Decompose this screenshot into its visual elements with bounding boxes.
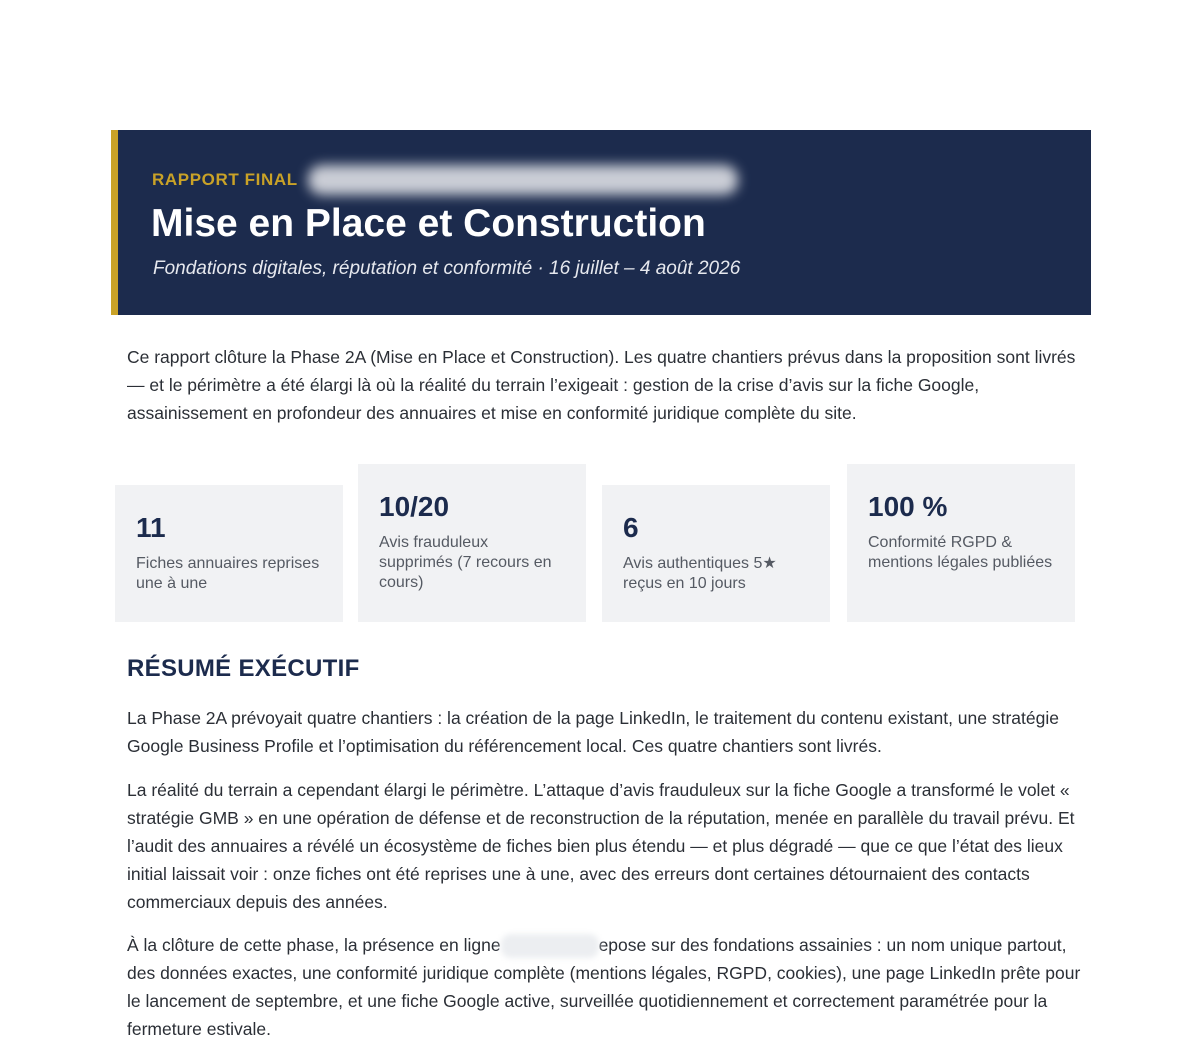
summary-paragraph-1: La Phase 2A prévoyait quatre chantiers : la création de la page LinkedIn, le traitement du contenu existant, une stratégie Google Business Profile et l’optimisation du référencement local. Ces quatre chantiers sont livrés. [127,708,1059,756]
stat-card-avis-supprimes [358,464,586,622]
header-accent-bar [111,130,118,315]
stat-value: 6 [623,512,639,543]
page-title: Mise en Place et Construction [151,202,706,245]
report-eyebrow: RAPPORT FINAL [152,170,298,189]
stat-label: Fiches annuaires reprises une à une [136,555,320,592]
report-header [111,130,1091,315]
summary-p3-end: epose sur des fondations assainies : un nom unique partout, des données exactes, une conformité juridique complète (mentions légales, RGPD, cookies), une page LinkedIn prête pour le lancement de septembre, et une fiche Google active, surveillée quotidiennement et correctement paramétrée pour la fermeture estivale. [127,935,1081,1039]
stat-card-conformite [847,464,1075,622]
stat-value: 100 % [868,491,948,522]
stat-label: Avis frauduleux supprimés (7 recours en cours) [379,534,552,591]
redacted-company-name [501,934,599,958]
redacted-client-name [308,165,738,195]
intro-paragraph: Ce rapport clôture la Phase 2A (Mise en Place et Construction). Les quatre chantiers prévus dans la proposition sont livrés — et le périmètre a été élargi là où la réalité du terrain l’exigeait : gestion de la crise d’avis sur la fiche Google, assainissement en profondeur des annuaires et mise en conformité juridique complète du site. [127,347,1076,423]
stat-label: Avis authentiques 5★ reçus en 10 jours [623,555,777,592]
stat-card-annuaires [115,485,343,622]
stat-card-avis-authentiques [602,485,830,622]
summary-paragraph-3 [127,931,1087,1043]
summary-paragraph-2: La réalité du terrain a cependant élargi le périmètre. L’attaque d’avis frauduleux sur la fiche Google a transformé le volet « stratégie GMB » en une opération de défense et de reconstruction de la réputation, menée en parallèle du travail prévu. Et l’audit des annuaires a révélé un écosystème de fiches bien plus étendu — et plus dégradé — que ce que l’état des lieux initial laissait voir : onze fiches ont été reprises une à une, avec des erreurs dont certaines détournaient des contacts commerciaux depuis des années. [127,780,1075,912]
summary-p3-start: À la clôture de cette phase, la présence en ligne [127,935,501,955]
stat-label: Conformité RGPD & mentions légales publiées [868,534,1053,571]
section-heading-resume: RÉSUMÉ EXÉCUTIF [127,655,360,682]
eyebrow-row [152,165,738,195]
stat-value: 10/20 [379,491,450,522]
page-subtitle: Fondations digitales, réputation et conformité · 16 juillet – 4 août 2026 [153,258,741,279]
stat-value: 11 [136,512,166,543]
